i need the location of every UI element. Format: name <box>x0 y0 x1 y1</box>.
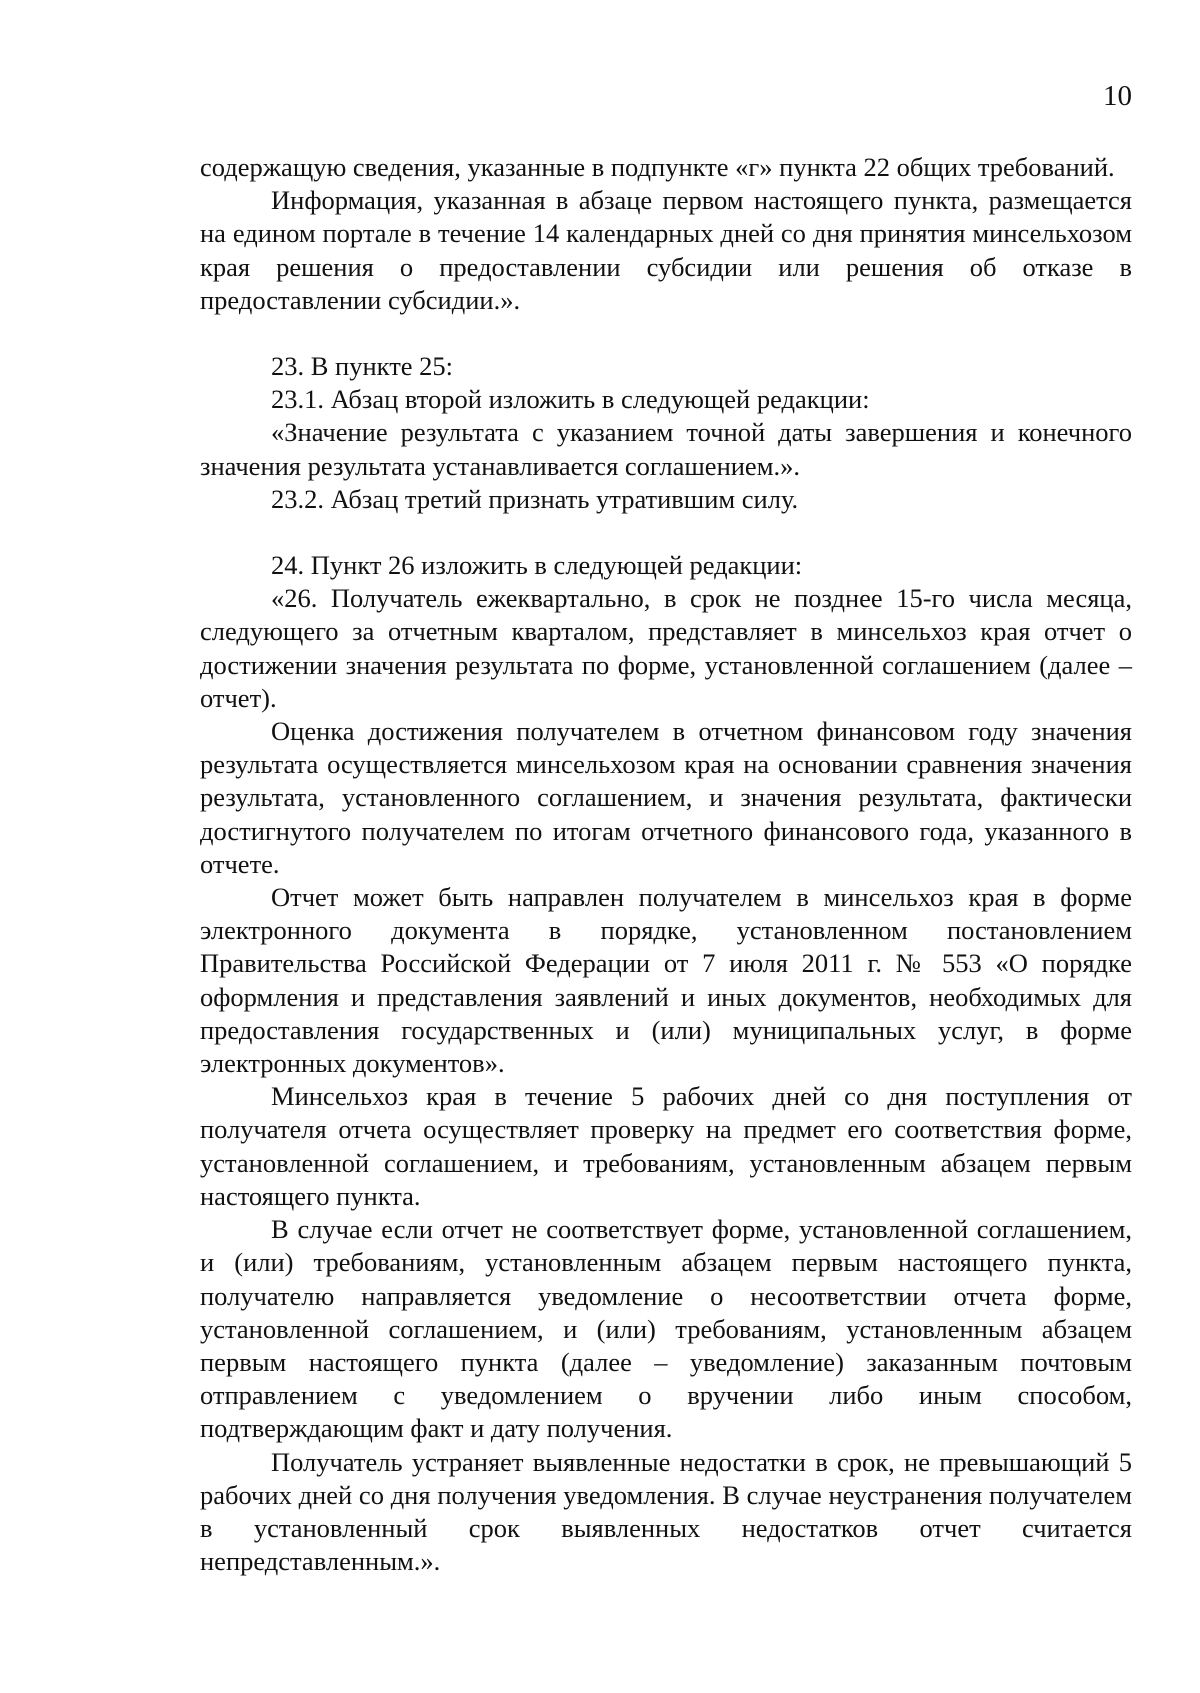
paragraph-notification: В случае если отчет не соответствует форме, установленной соглашением, и (или) требованиям, установленным абзацем первым настоящего пункта, получателю направляется уведомление о несоответствии отчета форме, установленной соглашением, и (или) требованиям, установленным абзацем первым настоящего пункта (далее – уведомление) заказанным почтовым отправлением с уведомлением о вручении либо иным способом, подтверждающим факт и дату получения. <box>200 1214 1132 1444</box>
paragraph-item-23-1: 23.1. Абзац второй изложить в следующей редакции: <box>271 384 870 415</box>
paragraph-verification: Минсельхоз края в течение 5 рабочих дней со дня поступления от получателя отчета осуществляет проверку на предмет его соответствия форме, установленной соглашением, и требованиям, установленным абзацем первым настоящего пункта. <box>200 1081 1132 1211</box>
paragraph-item-23-2: 23.2. Абзац третий признать утратившим силу. <box>271 483 799 514</box>
paragraph-clause-26: «26. Получатель ежеквартально, в срок не позднее 15-го числа месяца, следующего за отчетным кварталом, представляет в минсельхоз края отчет о достижении значения результата по форме, установленной соглашением (далее – отчет). <box>200 583 1132 713</box>
paragraph-item-23: 23. В пункте 25: <box>271 351 454 382</box>
paragraph-correction: Получатель устраняет выявленные недостатки в срок, не превышающий 5 рабочих дней со дня получения уведомления. В случае неустранения получателем в установленный срок выявленных недостатков отчет считается непредставленным.». <box>200 1446 1132 1577</box>
paragraph-portal-info: Информация, указанная в абзаце первом настоящего пункта, размещается на едином портале в течение 14 календарных дней со дня принятия минсельхозом края решения о предоставлении субсидии или решения об отказе в предоставлении субсидии.». <box>200 185 1132 315</box>
paragraph-result-value: «Значение результата с указанием точной даты завершения и конечного значения результата устанавливается соглашением.». <box>200 417 1132 481</box>
paragraph-assessment: Оценка достижения получателем в отчетном финансовом году значения результата осуществляется минсельхозом края на основании сравнения значения результата, установленного соглашением, и значения результата, фактически достигнутого получателем по итогам отчетного финансового года, указанного в отчете. <box>200 716 1132 879</box>
paragraph-item-24: 24. Пункт 26 изложить в следующей редакции: <box>271 550 803 581</box>
document-body <box>200 151 1132 1578</box>
paragraph-continuation: содержащую сведения, указанные в подпункте «г» пункта 22 общих требований. <box>200 152 1115 182</box>
paragraph-electronic-report: Отчет может быть направлен получателем в минсельхоз края в форме электронного документа в порядке, установленном постановлением Правительства Российской Федерации от 7 июля 2011 г. № 553 «О порядке оформления и представления заявлений и иных документов, необходимых для предоставления государственных и (или) муниципальных услуг, в форме электронных документов». <box>200 882 1132 1079</box>
page-number: 10 <box>1103 80 1132 112</box>
